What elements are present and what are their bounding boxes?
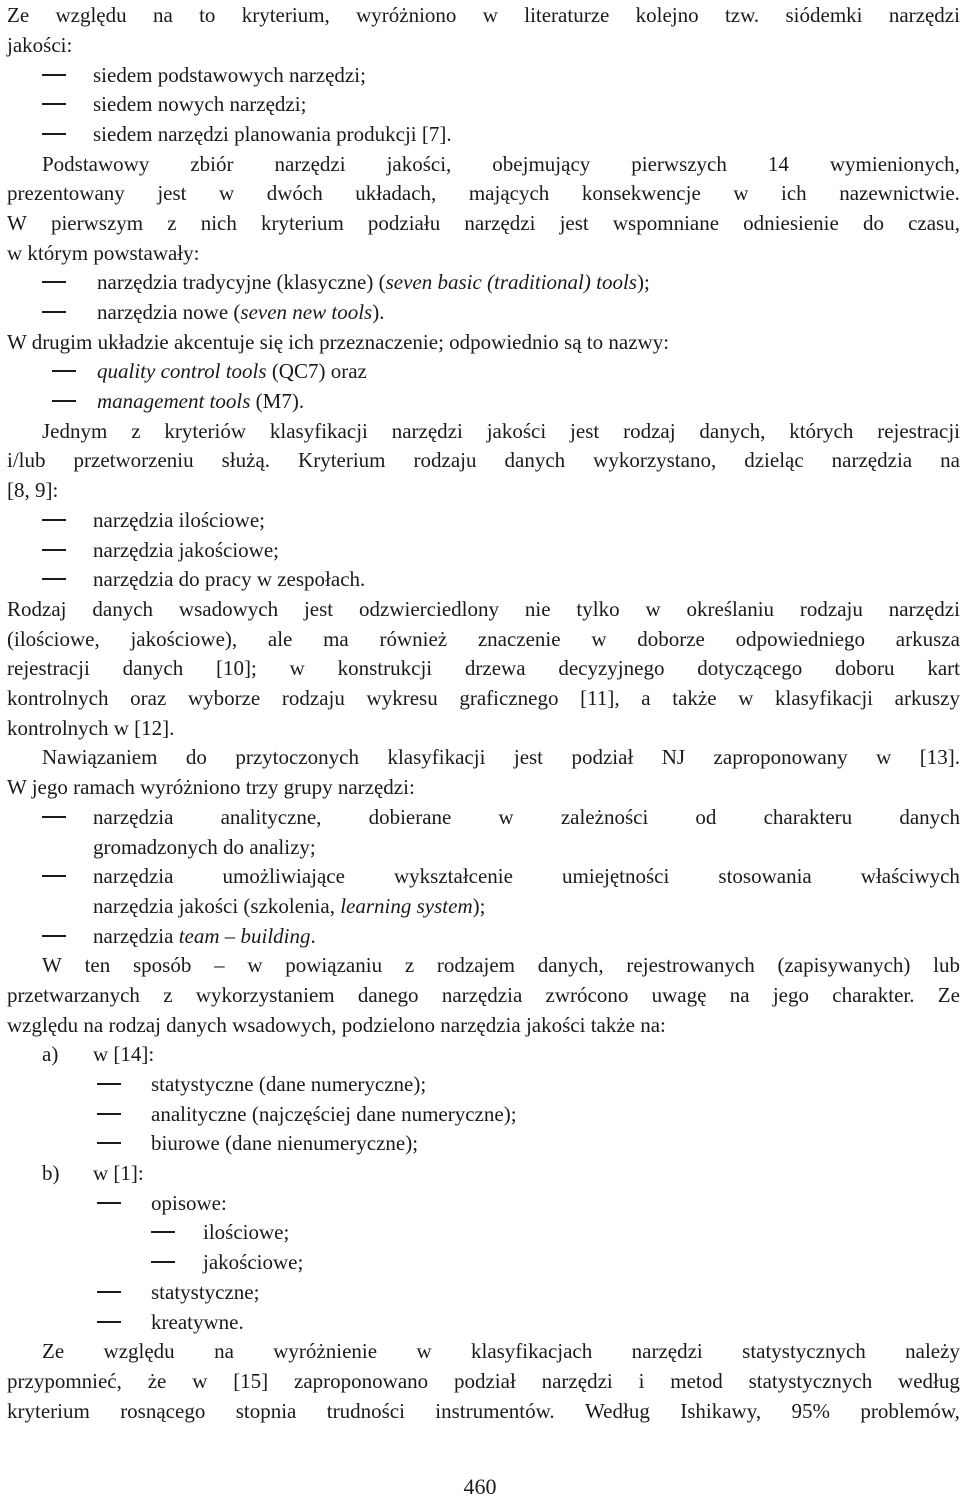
word: dwóch <box>266 181 323 205</box>
text-segment: ). <box>372 300 385 324</box>
text-line <box>42 742 960 772</box>
text-line <box>203 1247 303 1277</box>
word: jest <box>559 211 589 235</box>
italic-text: seven new tools <box>240 300 373 324</box>
word: kryteriów <box>164 419 247 443</box>
word: analityczne, <box>220 805 322 829</box>
text-line <box>7 30 72 60</box>
word: literaturze <box>524 3 610 27</box>
word: w <box>192 1369 208 1393</box>
word: od <box>695 805 717 829</box>
word: [11], <box>580 686 620 710</box>
word: Ze <box>7 3 30 27</box>
word: i <box>638 1369 645 1393</box>
list-dash-icon <box>97 1202 121 1204</box>
word: Ze <box>42 1339 65 1363</box>
text-line <box>42 950 960 980</box>
word: danych <box>899 805 960 829</box>
word: wsadowych <box>178 597 279 621</box>
word: do <box>185 745 207 769</box>
word: przytoczonych <box>235 745 359 769</box>
word: instrumentów. <box>435 1399 555 1423</box>
text-line <box>7 653 960 683</box>
text-segment: w [14]: <box>93 1042 155 1066</box>
word: tzw. <box>724 3 760 27</box>
word: lub <box>933 953 960 977</box>
word: 95% <box>791 1399 830 1423</box>
word: Według <box>585 1399 650 1423</box>
text-segment: narzędzia tradycyjne (klasyczne) ( <box>97 270 386 294</box>
text-line <box>42 149 960 179</box>
word: sposób <box>132 953 192 977</box>
text-segment: opisowe: <box>151 1191 227 1215</box>
text-line <box>93 505 265 535</box>
text-segment: a) <box>42 1042 59 1066</box>
text-line <box>97 356 367 386</box>
word: odpowiedniego <box>735 627 866 651</box>
word: w <box>416 1339 432 1363</box>
word: pierwszym <box>50 211 144 235</box>
text-line <box>93 861 960 891</box>
text-line <box>7 1010 666 1040</box>
word: [10]; <box>216 656 257 680</box>
list-dash-icon <box>97 1113 121 1115</box>
word: danych <box>122 656 184 680</box>
text-line <box>93 1039 154 1069</box>
text-segment: narzędzia ilościowe; <box>93 508 265 532</box>
word: podział <box>453 1369 516 1393</box>
word: klasyfikacji <box>269 419 368 443</box>
word: a <box>641 686 651 710</box>
word: doboru <box>835 656 895 680</box>
list-dash-icon <box>97 1142 121 1144</box>
text-segment: siedem nowych narzędzi; <box>93 92 307 116</box>
word: decyzyjnego <box>558 656 665 680</box>
list-dash-icon <box>97 1291 121 1293</box>
word: mających <box>468 181 550 205</box>
text-segment: kreatywne. <box>151 1310 244 1334</box>
word: z <box>167 211 177 235</box>
text-line <box>7 594 960 624</box>
text-segment: (QC7) oraz <box>266 359 367 383</box>
word: W <box>42 953 62 977</box>
text-segment: narzędzia jakościowe; <box>93 538 279 562</box>
word: wykresu <box>366 686 438 710</box>
text-line <box>7 1366 960 1396</box>
word: statystycznych <box>748 1369 873 1393</box>
word: (zapisywanych) <box>777 953 911 977</box>
word: rejestrowanych <box>626 953 755 977</box>
text-segment: b) <box>42 1161 60 1185</box>
word: Ishikawy, <box>680 1399 762 1423</box>
word: arkuszy <box>894 686 960 710</box>
word: których <box>789 419 854 443</box>
word: nazewnictwie. <box>839 181 960 205</box>
word: Rodzaj <box>7 597 67 621</box>
list-dash-icon <box>42 133 66 135</box>
word: wykorzystaniem <box>195 983 335 1007</box>
word: kryterium <box>260 211 344 235</box>
word: danego <box>357 983 419 1007</box>
word: zwrócono <box>545 983 629 1007</box>
text-line <box>7 0 960 30</box>
italic-text: learning system <box>340 894 473 918</box>
text-line <box>151 1128 418 1158</box>
word: 14 <box>767 152 789 176</box>
word: narzędzia <box>93 864 174 888</box>
word: na <box>940 448 960 472</box>
text-line <box>93 119 452 149</box>
list-dash-icon <box>52 400 76 402</box>
list-dash-icon <box>97 1321 121 1323</box>
word: jest <box>157 181 187 205</box>
word: wykorzystano, <box>593 448 717 472</box>
word: z <box>163 983 173 1007</box>
text-line <box>151 1188 227 1218</box>
word: narzędzi <box>274 152 346 176</box>
word: trudności <box>326 1399 405 1423</box>
text-line <box>93 564 365 594</box>
word: Kryterium <box>298 448 386 472</box>
text-line <box>93 89 306 119</box>
word: doborze <box>637 627 705 651</box>
word: rodzaju <box>799 597 863 621</box>
text-line <box>151 1277 259 1307</box>
word: odzwierciedlony <box>359 597 499 621</box>
text-line <box>97 297 384 327</box>
word: umożliwiające <box>222 864 345 888</box>
text-line <box>7 772 415 802</box>
word: W <box>7 211 27 235</box>
text-segment: analityczne (najczęściej dane numeryczne); <box>151 1102 517 1126</box>
word: służą. <box>221 448 271 472</box>
word: ich <box>781 181 807 205</box>
word: ma <box>323 627 349 651</box>
list-dash-icon <box>42 816 66 818</box>
word: narzędzi <box>631 1339 703 1363</box>
word: w <box>247 953 263 977</box>
word: [13]. <box>919 745 960 769</box>
word: klasyfikacji <box>775 686 873 710</box>
text-line <box>7 713 174 743</box>
word: znaczenie <box>477 627 561 651</box>
text-line <box>7 1396 960 1426</box>
text-line <box>7 624 960 654</box>
text-segment: kontrolnych w [12]. <box>7 716 175 740</box>
text-segment: w [1]: <box>93 1161 144 1185</box>
word: Nawiązaniem <box>42 745 158 769</box>
text-line <box>7 327 669 357</box>
text-segment: W drugim układzie akcentuje się ich przeznaczenie; odpowiednio są to nazwy: <box>7 330 670 354</box>
word: danych <box>92 597 154 621</box>
text-segment: narzędzia do pracy w zespołach. <box>93 567 366 591</box>
text-line <box>151 1307 244 1337</box>
word: narzędzi <box>888 3 960 27</box>
word: czasu, <box>908 211 960 235</box>
word: obejmujący <box>492 152 591 176</box>
text-line <box>7 475 58 505</box>
word: zaproponowany <box>713 745 848 769</box>
word: rodzaju <box>413 448 477 472</box>
word: przetworzeniu <box>73 448 194 472</box>
text-segment: siedem podstawowych narzędzi; <box>93 63 366 87</box>
word: drzewa <box>464 656 526 680</box>
word: rodzajem <box>436 953 516 977</box>
text-line <box>42 416 960 446</box>
text-segment: względu na rodzaj danych wsadowych, podzielono narzędzia jakości także na: <box>7 1013 666 1037</box>
word: w <box>289 656 305 680</box>
text-segment: w którym powstawały: <box>7 241 200 265</box>
word: narzędzi <box>888 597 960 621</box>
list-dash-icon <box>151 1261 175 1263</box>
word: charakter. <box>832 983 915 1007</box>
word: prezentowany <box>7 181 125 205</box>
text-segment: siedem narzędzi planowania produkcji [7]. <box>93 122 452 146</box>
word: klasyfikacji <box>387 745 486 769</box>
text-segment: ); <box>472 894 486 918</box>
list-dash-icon <box>42 578 66 580</box>
word: jakościowe), <box>130 627 238 651</box>
word: – <box>214 953 225 977</box>
word: oraz <box>130 686 167 710</box>
text-line <box>7 445 960 475</box>
word: stosowania <box>718 864 812 888</box>
text-line <box>7 208 960 238</box>
text-line <box>93 921 316 951</box>
text-line <box>42 1039 58 1069</box>
word: kryterium <box>7 1399 90 1423</box>
list-dash-icon <box>42 875 66 877</box>
text-line <box>97 267 650 297</box>
word: wyróżniono <box>356 3 457 27</box>
word: względu <box>55 3 127 27</box>
word: metod <box>670 1369 723 1393</box>
word: zbiór <box>190 152 234 176</box>
word: również <box>379 627 448 651</box>
text-line <box>93 535 279 565</box>
word: stopnia <box>235 1399 297 1423</box>
word: wyborze <box>187 686 261 710</box>
word: jest <box>303 597 334 621</box>
word: klasyfikacjach <box>470 1339 593 1363</box>
word: danych, <box>537 953 604 977</box>
word: podziału <box>367 211 441 235</box>
word: Ze <box>937 983 960 1007</box>
word: określaniu <box>686 597 775 621</box>
italic-text: management tools <box>97 389 251 413</box>
word: konstrukcji <box>337 656 433 680</box>
word: układach, <box>355 181 437 205</box>
word: na <box>729 983 750 1007</box>
word: dobierane <box>368 805 452 829</box>
text-line <box>7 683 960 713</box>
list-dash-icon <box>52 370 76 372</box>
word: jest <box>513 745 544 769</box>
word: narzędzia <box>93 805 174 829</box>
word: uwagę <box>651 983 707 1007</box>
word: powiązaniu <box>285 953 383 977</box>
word: z <box>131 419 141 443</box>
word: jego <box>772 983 809 1007</box>
word: jest <box>570 419 600 443</box>
italic-text: seven basic (traditional) tools <box>385 270 637 294</box>
word: narzędzia <box>441 983 523 1007</box>
text-segment: narzędzia <box>93 924 179 948</box>
text-line <box>151 1099 517 1129</box>
list-dash-icon <box>42 311 66 313</box>
text-segment: gromadzonych do analizy; <box>93 835 316 859</box>
word: narzędzi <box>464 211 536 235</box>
list-dash-icon <box>42 281 66 283</box>
word: na <box>214 1339 234 1363</box>
text-line <box>151 1069 426 1099</box>
word: siódemki <box>785 3 863 27</box>
text-segment: narzędzia jakości (szkolenia, <box>93 894 341 918</box>
word: i/lub <box>7 448 46 472</box>
list-dash-icon <box>42 103 66 105</box>
word: problemów, <box>860 1399 960 1423</box>
text-line <box>97 386 304 416</box>
word: przypomnieć, <box>7 1369 122 1393</box>
word: statystycznych <box>742 1339 866 1363</box>
word: także <box>672 686 717 710</box>
list-dash-icon <box>42 935 66 937</box>
word: ale <box>267 627 293 651</box>
text-segment: . <box>310 924 316 948</box>
word: jakości, <box>386 152 452 176</box>
text-segment: jakości: <box>7 33 73 57</box>
list-dash-icon <box>42 549 66 551</box>
word: zależności <box>560 805 649 829</box>
word: zaproponowano <box>294 1369 429 1393</box>
page-number: 460 <box>463 1474 497 1499</box>
word: tylko <box>576 597 620 621</box>
word: kart <box>927 656 960 680</box>
word: danych, <box>699 419 766 443</box>
word: na <box>152 3 173 27</box>
word: narzędzi <box>391 419 463 443</box>
text-line <box>7 980 960 1010</box>
word: wykształcenie <box>394 864 513 888</box>
word: danych <box>504 448 566 472</box>
word: w <box>591 627 607 651</box>
italic-text: quality control tools <box>97 359 267 383</box>
word: konsekwencje <box>581 181 701 205</box>
word: graficznego <box>459 686 559 710</box>
text-segment: narzędzia nowe ( <box>97 300 241 324</box>
text-line <box>93 832 316 862</box>
word: w <box>219 181 235 205</box>
list-dash-icon <box>97 1083 121 1085</box>
text-line <box>7 238 199 268</box>
word: nie <box>524 597 551 621</box>
word: pierwszych <box>631 152 727 176</box>
list-dash-icon <box>42 519 66 521</box>
word: ten <box>84 953 111 977</box>
text-line <box>93 1158 144 1188</box>
text-line <box>93 802 960 832</box>
word: w <box>876 745 892 769</box>
word: kolejno <box>635 3 699 27</box>
text-line <box>203 1217 289 1247</box>
word: w <box>498 805 514 829</box>
word: arkusza <box>895 627 960 651</box>
text-segment: jakościowe; <box>203 1250 304 1274</box>
word: jakości <box>486 419 547 443</box>
word: przetwarzanych <box>7 983 140 1007</box>
word: dzieląc <box>744 448 804 472</box>
text-segment: ilościowe; <box>203 1220 290 1244</box>
word: do <box>862 211 884 235</box>
word: w <box>645 597 661 621</box>
word: umiejętności <box>562 864 670 888</box>
word: z <box>404 953 415 977</box>
text-segment: statystyczne; <box>151 1280 260 1304</box>
word: odniesienie <box>743 211 839 235</box>
list-dash-icon <box>42 74 66 76</box>
word: NJ <box>661 745 686 769</box>
word: Podstawowy <box>42 152 150 176</box>
word: rodzaj <box>623 419 676 443</box>
word: że <box>147 1369 167 1393</box>
word: kryterium, <box>241 3 330 27</box>
text-segment: (M7). <box>250 389 305 413</box>
word: względu <box>103 1339 175 1363</box>
word: wyróżnienie <box>273 1339 378 1363</box>
text-line <box>7 178 960 208</box>
word: według <box>898 1369 960 1393</box>
text-line <box>93 60 366 90</box>
word: należy <box>905 1339 960 1363</box>
text-segment: statystyczne (dane numeryczne); <box>151 1072 427 1096</box>
word: nich <box>200 211 237 235</box>
word: to <box>199 3 216 27</box>
word: rodzaju <box>281 686 345 710</box>
word: Jednym <box>42 419 108 443</box>
word: wymienionych, <box>829 152 960 176</box>
word: (ilościowe, <box>7 627 100 651</box>
word: w <box>482 3 498 27</box>
word: [15] <box>233 1369 269 1393</box>
italic-text: team – building <box>178 924 311 948</box>
word: charakteru <box>763 805 853 829</box>
word: dotyczącego <box>697 656 803 680</box>
word: podział <box>571 745 634 769</box>
word: rosnącego <box>120 1399 206 1423</box>
word: kontrolnych <box>7 686 109 710</box>
word: w <box>733 181 749 205</box>
text-segment: W jego ramach wyróżniono trzy grupy narzędzi: <box>7 775 415 799</box>
list-dash-icon <box>151 1231 175 1233</box>
text-segment: [8, 9]: <box>7 478 59 502</box>
word: narzędzia <box>831 448 913 472</box>
word: właściwych <box>860 864 960 888</box>
word: rejestracji <box>877 419 960 443</box>
word: wspomniane <box>612 211 720 235</box>
text-segment: ); <box>636 270 650 294</box>
word: w <box>738 686 754 710</box>
text-segment: biurowe (dane nienumeryczne); <box>151 1131 419 1155</box>
text-line <box>42 1336 960 1366</box>
text-line <box>42 1158 60 1188</box>
word: narzędzi <box>541 1369 613 1393</box>
text-line <box>93 891 485 921</box>
word: rejestracji <box>7 656 90 680</box>
